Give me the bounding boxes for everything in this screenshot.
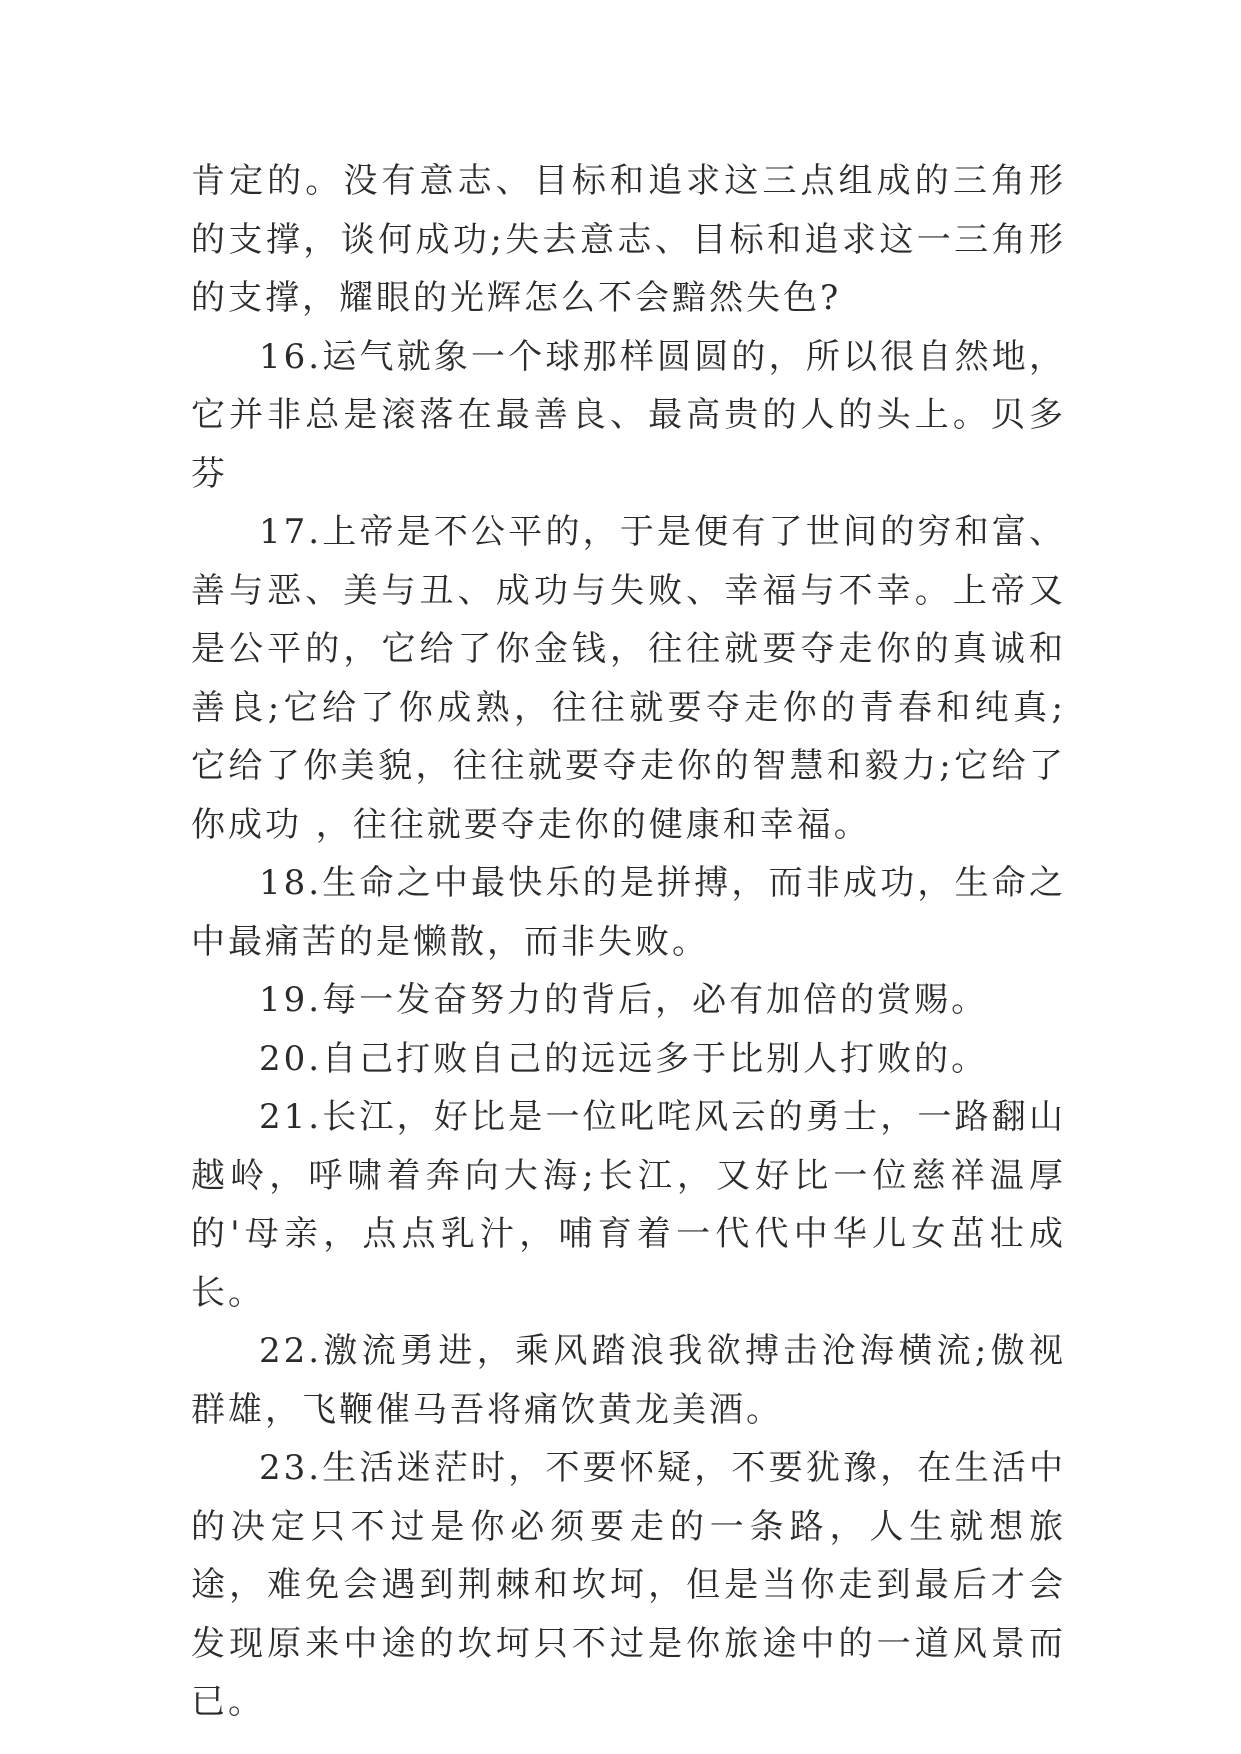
paragraph-continuation: 肯定的。没有意志、目标和追求这三点组成的三角形的支撑，谈何成功;失去意志、目标和追求这一三角形的支撑，耀眼的光辉怎么不会黯然失色? (191, 161, 1066, 318)
document-body (191, 152, 1066, 1732)
paragraph-17: 17.上帝是不公平的，于是便有了世间的穷和富、善与恶、美与丑、成功与失败、幸福与不幸。上帝又是公平的，它给了你金钱，往往就要夺走你的真诚和善良;它给了你成熟，往往就要夺走你的青春和纯真;它给了你美貌，往往就要夺走你的智慧和毅力;它给了你成功 ，往往就要夺走你的健康和幸福。 (191, 512, 1066, 845)
paragraph-21: 21.长江，好比是一位叱咤风云的勇士，一路翻山越岭，呼啸着奔向大海;长江，又好比一位慈祥温厚的'母亲，点点乳汁，哺育着一代代中华儿女茁壮成长。 (191, 1097, 1066, 1313)
paragraph-20: 20.自己打败自己的远远多于比别人打败的。 (259, 1038, 989, 1079)
paragraph-22: 22.激流勇进，乘风踏浪我欲搏击沧海横流;傲视群雄，飞鞭催马吾将痛饮黄龙美酒。 (191, 1331, 1066, 1430)
paragraph-23: 23.生活迷茫时，不要怀疑，不要犹豫，在生活中的决定只不过是你必须要走的一条路，人生就想旅途，难免会遇到荆棘和坎坷，但是当你走到最后才会发现原来中途的坎坷只不过是你旅途中的一道风景而已。 (191, 1448, 1066, 1722)
paragraph-16: 16.运气就象一个球那样圆圆的，所以很自然地，它并非总是滚落在最善良、最高贵的人的头上。贝多芬 (191, 336, 1066, 494)
paragraph-18: 18.生命之中最快乐的是拼搏，而非成功，生命之中最痛苦的是懒散，而非失败。 (191, 863, 1066, 962)
paragraph-19: 19.每一发奋努力的背后，必有加倍的赏赐。 (259, 980, 989, 1020)
